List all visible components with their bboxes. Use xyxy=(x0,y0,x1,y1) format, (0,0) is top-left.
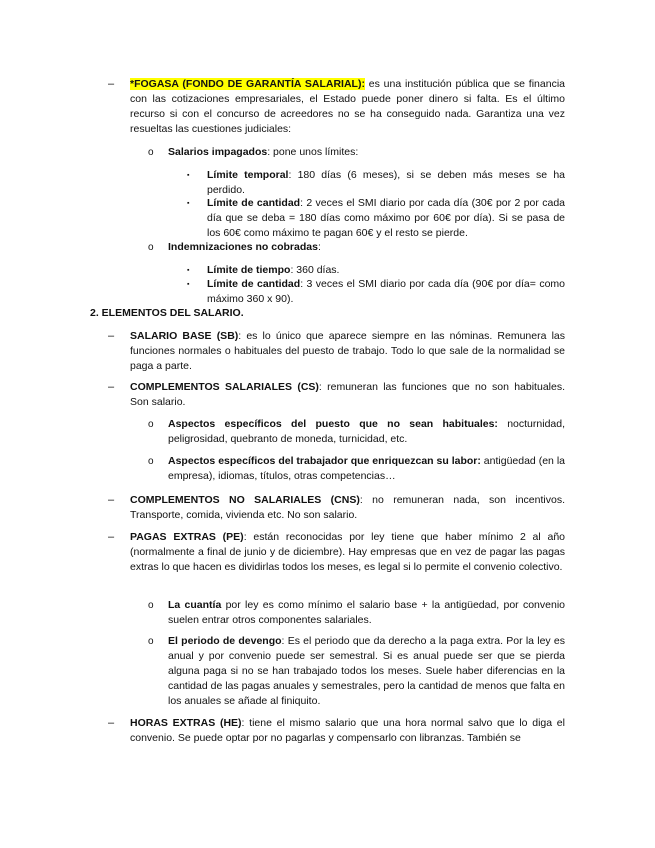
circle-bullet: o xyxy=(148,456,154,467)
no-salariales-paragraph xyxy=(130,493,565,523)
complementos-paragraph xyxy=(130,380,565,410)
aspectos-trabajador-text: antigüedad (en la empresa), idiomas, títulos, otras competencias… xyxy=(168,455,565,482)
aspectos-puesto-item xyxy=(168,417,565,447)
square-bullet: ▪ xyxy=(187,172,190,179)
limite-cantidad-label: Límite de cantidad xyxy=(207,197,301,209)
horas-extras-label: HORAS EXTRAS (HE) xyxy=(130,717,242,729)
dash-bullet: – xyxy=(108,381,115,393)
cuantia-text: por ley es como mínimo el salario base + la antigüedad, por convenio suelen entrar otros componentes salariales. xyxy=(168,599,565,626)
circle-bullet: o xyxy=(148,600,154,611)
limite-cantidad-3-text: : 3 veces el SMI diario por cada día (90€ por día= como máximo 360 x 90). xyxy=(207,278,565,305)
periodo-devengo-text: : Es el periodo que da derecho a la paga extra. Por la ley es anual y por convenio puede ser semestral. Si es anual puede ser que se pierda alguna paga si no se han trabajado todos los meses. Suele haber diferencias en la cantidad de las pagas anuales y semestrales, pero la cantidad de menos que falta en los anuales se añade al finiquito. xyxy=(168,635,565,707)
dash-bullet: – xyxy=(108,494,115,506)
section-heading: 2. ELEMENTOS DEL SALARIO. xyxy=(90,307,244,319)
limite-temporal-item xyxy=(207,168,565,198)
fogasa-paragraph xyxy=(130,77,565,137)
pagas-extras-label: PAGAS EXTRAS (PE) xyxy=(130,531,244,543)
salario-base-paragraph xyxy=(130,329,565,374)
square-bullet: ▪ xyxy=(187,281,190,288)
periodo-devengo-item xyxy=(168,634,565,709)
cuantia-label: La cuantía xyxy=(168,599,222,611)
horas-extras-paragraph xyxy=(130,716,565,746)
cuantia-item xyxy=(168,598,565,628)
indemnizaciones-label: Indemnizaciones no cobradas xyxy=(168,241,318,253)
limite-cantidad-text: : 2 veces el SMI diario por cada día (30€ por 2 por cada día que se deba = 180 días como máximo por 60€ por día). Si se pasa de los 60€ como máximo te pagan 60€ y el resto se pierde. xyxy=(207,197,565,239)
circle-bullet: o xyxy=(148,419,154,430)
no-salariales-text: : no remuneran nada, son incentivos. Transporte, comida, vivienda etc. No son salario. xyxy=(130,494,565,521)
aspectos-trabajador-label: Aspectos específicos del trabajador que enriquezcan su labor: xyxy=(168,455,481,467)
limite-cantidad-item xyxy=(207,196,565,241)
salario-base-label: SALARIO BASE (SB) xyxy=(130,330,239,342)
salario-base-text: : es lo único que aparece siempre en las nóminas. Remunera las funciones normales o habituales del puesto de trabajo. Todo lo que sale de la normalidad se paga a parte. xyxy=(130,330,565,372)
limite-tiempo-text: : 360 días. xyxy=(290,264,340,276)
impagados-label: Salarios impagados xyxy=(168,146,268,158)
square-bullet: ▪ xyxy=(187,267,190,274)
fogasa-title: *FOGASA (FONDO DE GARANTÍA SALARIAL): xyxy=(130,78,365,90)
horas-extras-text: : tiene el mismo salario que una hora normal salvo que lo diga el convenio. Se puede optar por no pagarlas y compensarlo con libranzas. También se xyxy=(130,717,565,744)
dash-bullet: – xyxy=(108,531,115,543)
impagados-item xyxy=(168,145,565,160)
aspectos-puesto-label: Aspectos específicos del puesto que no sean habituales: xyxy=(168,418,498,430)
circle-bullet: o xyxy=(148,147,154,158)
complementos-text: : remuneran las funciones que no son habituales. Son salario. xyxy=(130,381,565,408)
circle-bullet: o xyxy=(148,636,154,647)
limite-tiempo-label: Límite de tiempo xyxy=(207,264,291,276)
pagas-extras-paragraph xyxy=(130,530,565,575)
impagados-text: : pone unos límites: xyxy=(267,146,359,158)
pagas-extras-text: : están reconocidas por ley tiene que haber mínimo 2 al año (normalmente a final de junio y de diciembre). Hay empresas que en vez de pagar las pagas extras lo que hacen es dividirlas todos los meses, es legal si lo permite el convenio colectivo. xyxy=(130,531,565,573)
periodo-devengo-label: El periodo de devengo xyxy=(168,635,282,647)
dash-bullet: – xyxy=(108,717,115,729)
limite-cantidad-3-label: Límite de cantidad xyxy=(207,278,301,290)
square-bullet: ▪ xyxy=(187,200,190,207)
dash-bullet: – xyxy=(108,78,115,90)
limite-temporal-label: Límite temporal xyxy=(207,169,289,181)
complementos-label: COMPLEMENTOS SALARIALES (CS) xyxy=(130,381,319,393)
aspectos-puesto-text: nocturnidad, peligrosidad, quebranto de moneda, turnicidad, etc. xyxy=(168,418,565,445)
indemnizaciones-item xyxy=(168,240,565,255)
indemnizaciones-text: : xyxy=(317,241,321,253)
fogasa-text: es una institución pública que se financia con las cotizaciones empresariales, el Estado puede poner dinero si falta. Es el último recurso si con el concurso de acreedores no se ha conseguido nada. Garantiza una vez resueltas las cuestiones judiciales: xyxy=(130,78,566,135)
no-salariales-label: COMPLEMENTOS NO SALARIALES (CNS) xyxy=(130,494,360,506)
limite-tiempo-item xyxy=(207,263,565,278)
limite-temporal-text: : 180 días (6 meses), si se deben más meses se ha perdido. xyxy=(207,169,565,196)
aspectos-trabajador-item xyxy=(168,454,565,484)
dash-bullet: – xyxy=(108,330,115,342)
circle-bullet: o xyxy=(148,242,154,253)
limite-cantidad-3-item xyxy=(207,277,565,307)
